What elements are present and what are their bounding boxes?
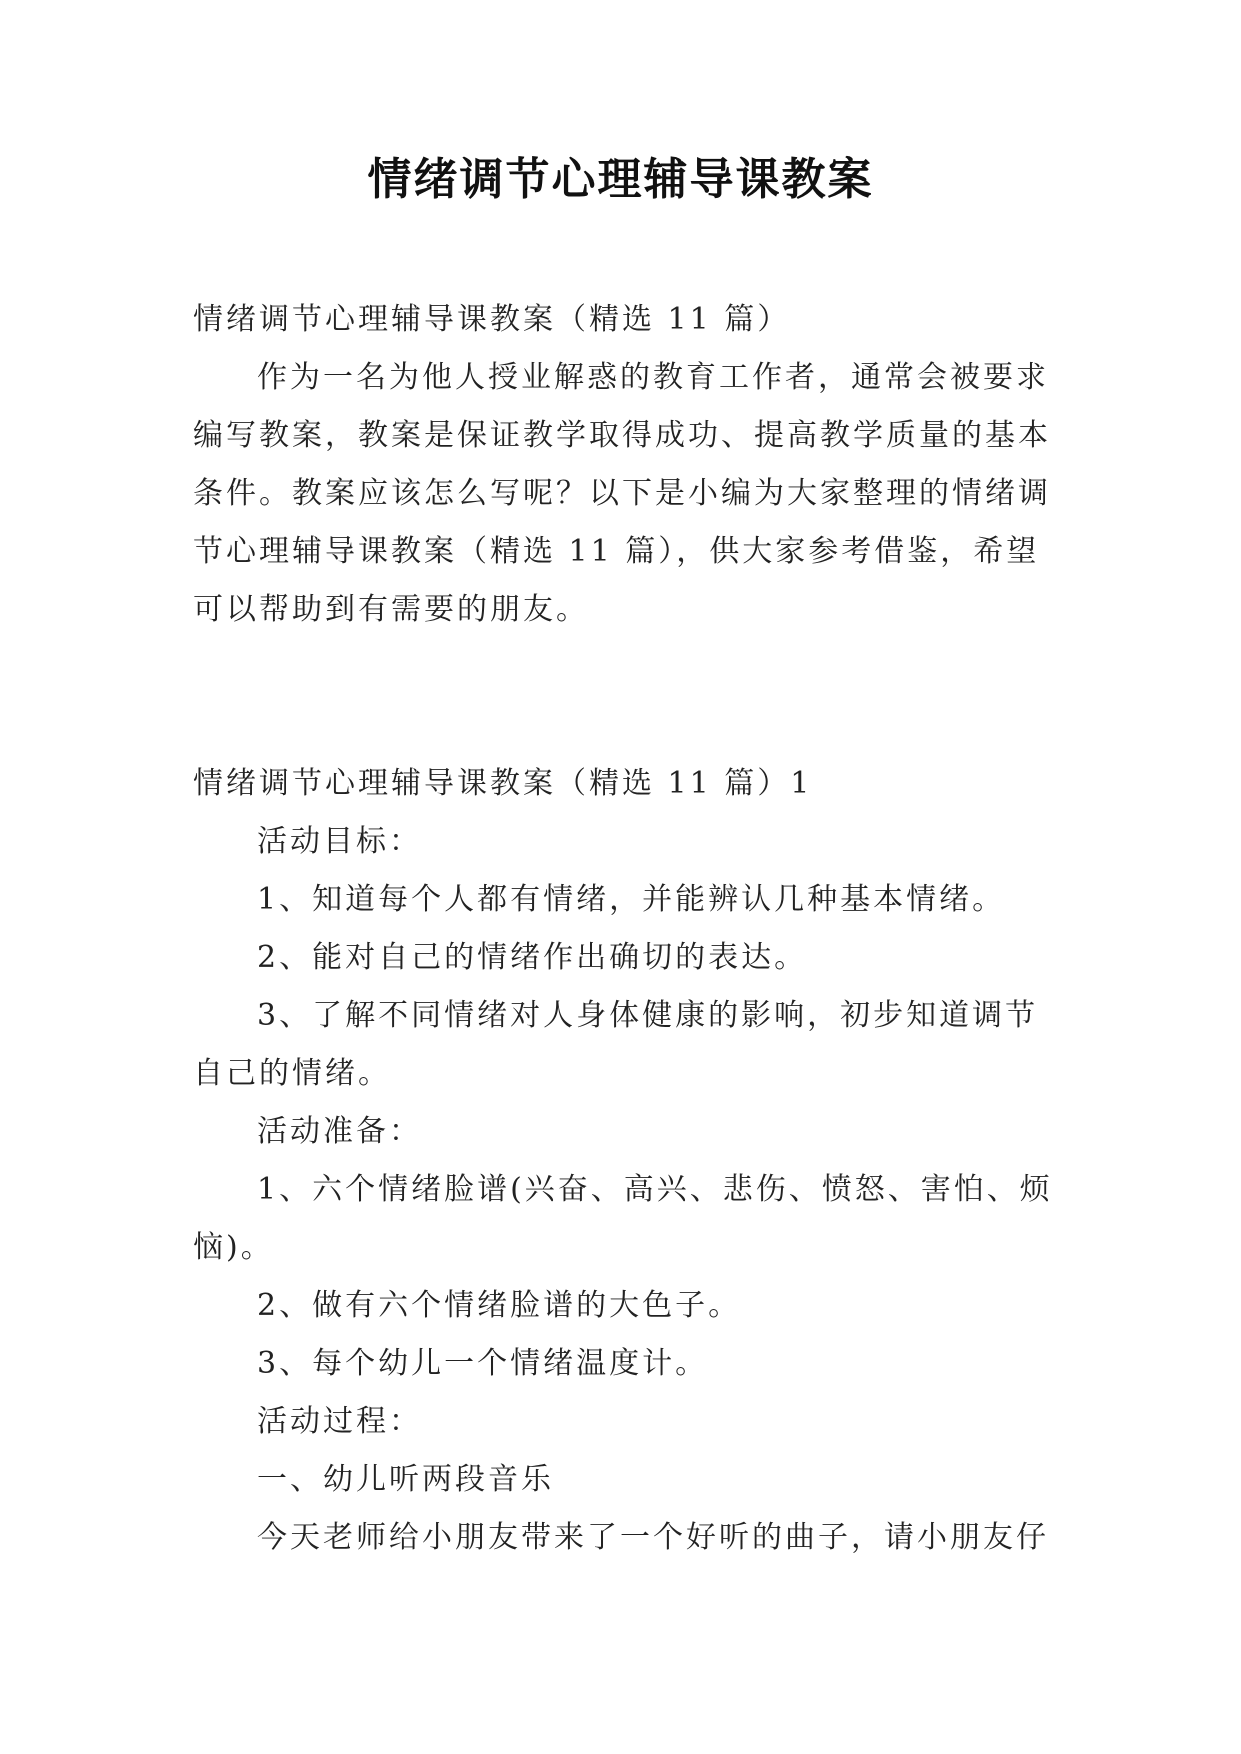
intro-paragraph: 作为一名为他人授业解惑的教育工作者，通常会被要求编写教案，教案是保证教学取得成功、提高教学质量的基本条件。教案应该怎么写呢？以下是小编为大家整理的情绪调节心理辅导课教案（精选 11 篇），供大家参考借鉴，希望可以帮助到有需要的朋友。 (193, 360, 1051, 627)
section-1-line: 活动准备： (257, 1114, 422, 1149)
intro-block (193, 291, 1053, 639)
section-1-line: 2、能对自己的情绪作出确切的表达。 (257, 940, 808, 975)
section-1-line: 一、幼儿听两段音乐 (257, 1462, 554, 1497)
section-1-line: 活动过程： (257, 1404, 422, 1439)
section-1-line: 活动目标： (257, 824, 422, 859)
section-1-line: 2、做有六个情绪脸谱的大色子。 (257, 1288, 742, 1323)
section-1-line: 3、了解不同情绪对人身体健康的影响，初步知道调节自己的情绪。 (193, 998, 1039, 1091)
section-1-line: 1、知道每个人都有情绪，并能辨认几种基本情绪。 (257, 882, 1006, 917)
intro-subtitle: 情绪调节心理辅导课教案（精选 11 篇） (193, 302, 791, 337)
section-1-line: 今天老师给小朋友带来了一个好听的曲子，请小朋友仔 (257, 1520, 1049, 1555)
section-1-heading: 情绪调节心理辅导课教案（精选 11 篇）1 (193, 766, 813, 801)
document-title: 情绪调节心理辅导课教案 (367, 154, 874, 205)
section-1-line: 3、每个幼儿一个情绪温度计。 (257, 1346, 709, 1381)
section-1-block (193, 755, 1053, 1567)
section-1-line: 1、六个情绪脸谱(兴奋、高兴、悲伤、愤怒、害怕、烦恼)。 (193, 1172, 1053, 1265)
